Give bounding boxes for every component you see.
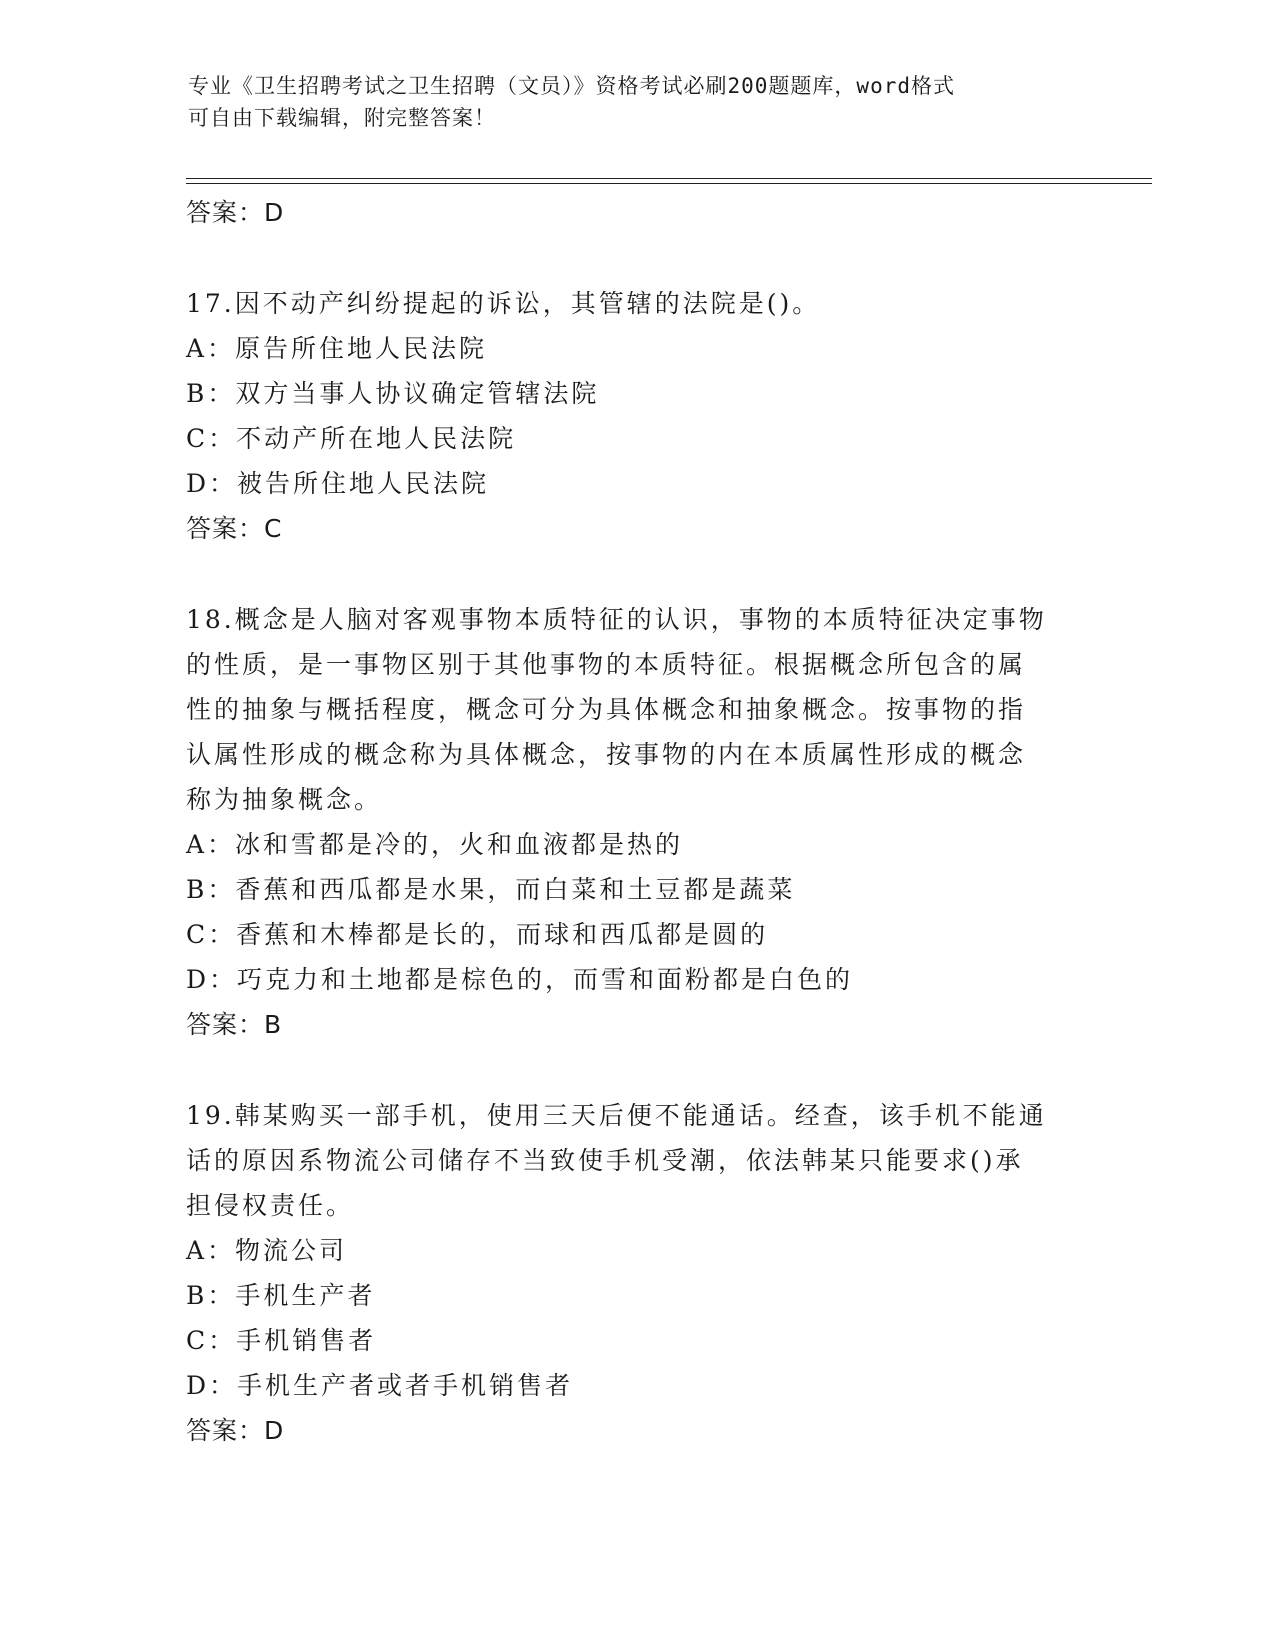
answer-line: 答案：C [186,514,283,543]
option-d: D：巧克力和土地都是棕色的，而雪和面粉都是白色的 [186,965,854,994]
question-18 [186,597,1086,1047]
spacer [186,1047,1086,1093]
header-line-1: 专业《卫生招聘考试之卫生招聘（文员）》资格考试必刷200题题库，word格式 [188,74,955,98]
question-stem-line: 的性质，是一事物区别于其他事物的本质特征。根据概念所包含的属 [186,650,1027,679]
question-19 [186,1093,1086,1453]
option-c: C：不动产所在地人民法院 [186,424,517,453]
question-stem: 17.因不动产纠纷提起的诉讼，其管辖的法院是()。 [186,289,821,318]
option-b: B：手机生产者 [186,1281,376,1310]
spacer [186,551,1086,597]
question-stem-line: 18.概念是人脑对客观事物本质特征的认识，事物的本质特征决定事物 [186,605,1047,634]
question-stem-line: 性的抽象与概括程度，概念可分为具体概念和抽象概念。按事物的指 [186,695,1027,724]
question-stem-line: 称为抽象概念。 [186,785,383,814]
answer-line: 答案：D [186,198,285,227]
question-stem-line: 话的原因系物流公司储存不当致使手机受潮，依法韩某只能要求()承 [186,1146,1024,1175]
option-d: D：被告所住地人民法院 [186,469,490,498]
spacer [186,235,1086,281]
option-d: D：手机生产者或者手机销售者 [186,1371,574,1400]
header-line-2: 可自由下载编辑，附完整答案！ [188,106,496,130]
option-a: A：冰和雪都是冷的，火和血液都是热的 [186,830,684,859]
answer-line: 答案：D [186,1416,285,1445]
document-body [186,190,1086,1453]
question-17 [186,281,1086,551]
option-b: B：双方当事人协议确定管辖法院 [186,379,600,408]
document-header [188,70,1068,134]
option-b: B：香蕉和西瓜都是水果，而白菜和土豆都是蔬菜 [186,875,796,904]
option-a: A：物流公司 [186,1236,348,1265]
header-rule-top [186,178,1152,179]
question-stem-line: 担侵权责任。 [186,1191,355,1220]
option-c: C：手机销售者 [186,1326,377,1355]
answer-line: 答案：B [186,1010,283,1039]
question-stem-line: 19.韩某购买一部手机，使用三天后便不能通话。经查，该手机不能通 [186,1101,1047,1130]
header-rule-bottom [186,183,1152,184]
question-stem-line: 认属性形成的概念称为具体概念，按事物的内在本质属性形成的概念 [186,740,1027,769]
option-a: A：原告所住地人民法院 [186,334,488,363]
option-c: C：香蕉和木棒都是长的，而球和西瓜都是圆的 [186,920,769,949]
